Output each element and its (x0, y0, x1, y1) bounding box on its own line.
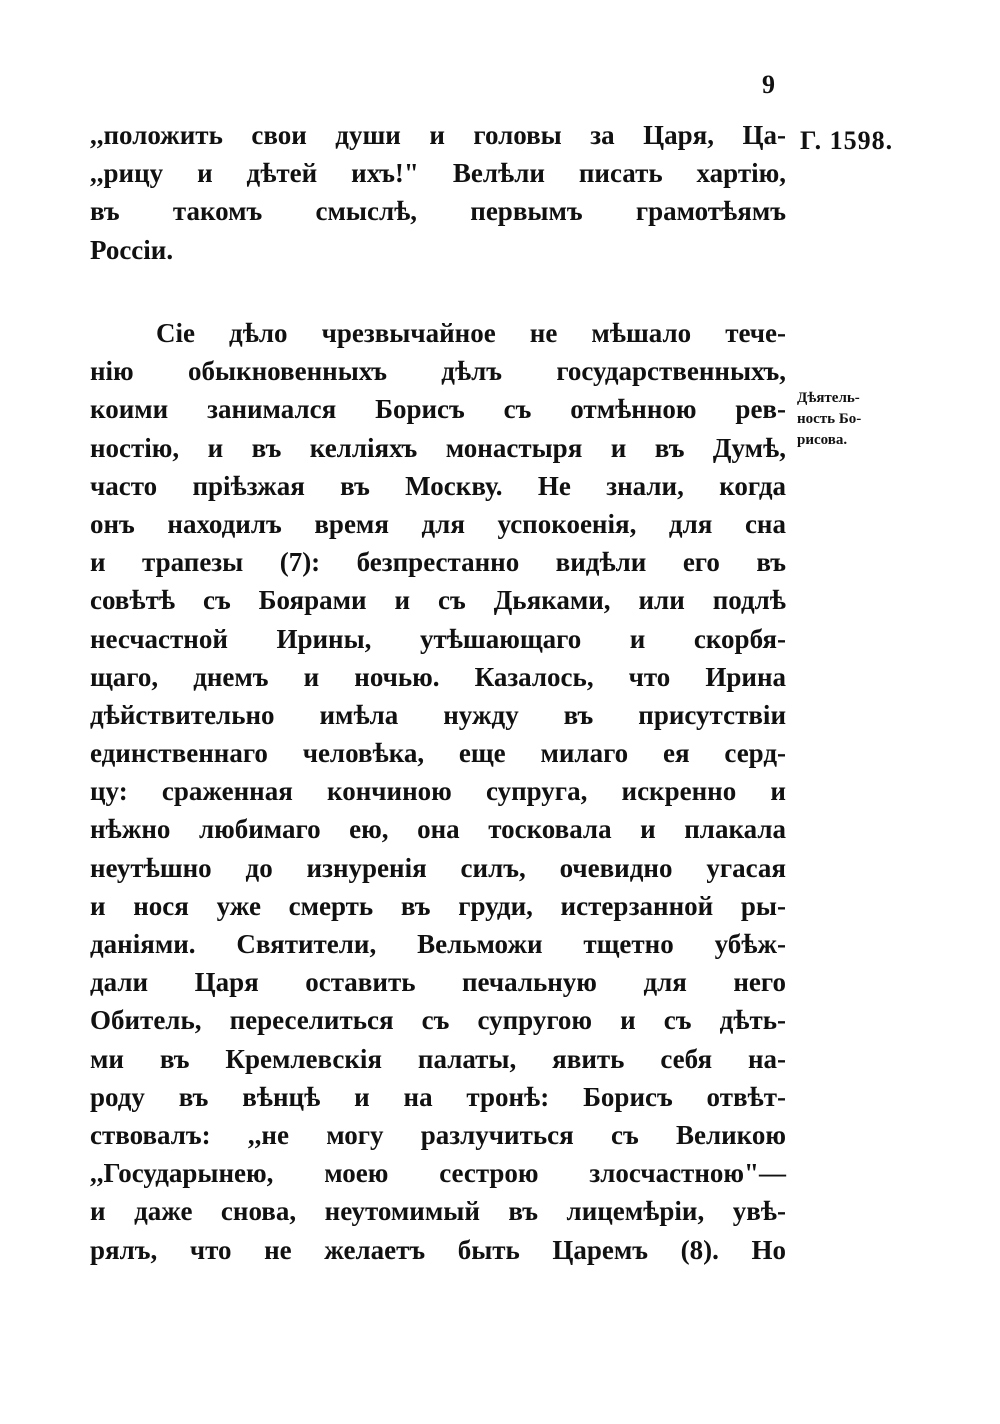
margin-note-line: Дѣятель- (797, 390, 860, 406)
paragraph-2 (90, 314, 786, 1269)
text-line: Россіи. (90, 234, 174, 265)
text-line: роду въ вѣнцѣ и на тронѣ: Борисъ отвѣт- (90, 1081, 786, 1112)
text-line: даніями. Святители, Вельможи тщетно убѣж- (90, 929, 786, 959)
text-line: дали Царя оставить печальную для него (90, 967, 786, 998)
margin-note-line: рисова. (797, 432, 848, 448)
text-line: несчастной Ирины, утѣшающаго и скорбя- (90, 623, 786, 654)
text-line: ми въ Кремлевскія палаты, явить себя на- (90, 1043, 786, 1074)
text-line: онъ находилъ время для успокоенія, для сна (90, 508, 786, 539)
text-line: и нося уже смерть въ груди, истерзанной ры- (90, 890, 786, 921)
text-line: ,,положить свои души и головы за Царя, Ца- (90, 120, 786, 150)
text-line: рялъ, что не желаетъ быть Царемъ (8). Но (90, 1234, 786, 1265)
year-margin-note: Г. 1598. (800, 126, 894, 155)
text-line: щаго, днемъ и ночью. Казалось, что Ирина (90, 661, 786, 692)
text-line: дѣйствительно имѣла нужду въ присутствіи (90, 699, 786, 730)
text-line: неутѣшно до изнуренія силъ, очевидно угасая (90, 852, 786, 883)
text-line: ностію, и въ келліяхъ монастыря и въ Думѣ, (90, 432, 786, 463)
text-line: цу: сраженная кончиною супруга, искренно и (90, 776, 786, 807)
margin-note (797, 388, 927, 451)
text-line: нію обыкновенныхъ дѣлъ государственныхъ, (90, 356, 786, 387)
text-line: Обитель, переселиться съ супругою и съ дѣть- (90, 1005, 786, 1036)
text-line: и трапезы (7): безпрестанно видѣли его въ (90, 547, 786, 578)
text-line: и даже снова, неутомимый въ лицемѣріи, увѣ- (90, 1196, 786, 1227)
paragraph-1 (90, 116, 786, 269)
margin-note-line: ность Бо- (797, 411, 862, 427)
text-line: часто пріѣзжая въ Москву. Не знали, когда (90, 470, 786, 501)
text-line: ствовалъ: ,,не могу разлучиться съ Великою (90, 1119, 786, 1150)
text-line: совѣтѣ съ Боярами и съ Дьяками, или подлѣ (90, 585, 786, 616)
page-number: 9 (762, 70, 775, 99)
text-line: нѣжно любимаго ею, она тосковала и плакала (90, 814, 786, 845)
text-line: ,,рицу и дѣтей ихъ!" Велѣли писать хартію, (90, 158, 786, 189)
text-line: Сіе дѣло чрезвычайное не мѣшало тече- (156, 318, 786, 348)
text-line: единственнаго человѣка, еще милаго ея серд- (90, 738, 786, 769)
text-line: въ такомъ смыслѣ, первымъ грамотѣямъ (90, 196, 786, 227)
text-line: коими занимался Борисъ съ отмѣнною рев- (90, 394, 786, 425)
text-line: ,,Государынею, моею сестрою злосчастною"— (90, 1158, 786, 1189)
